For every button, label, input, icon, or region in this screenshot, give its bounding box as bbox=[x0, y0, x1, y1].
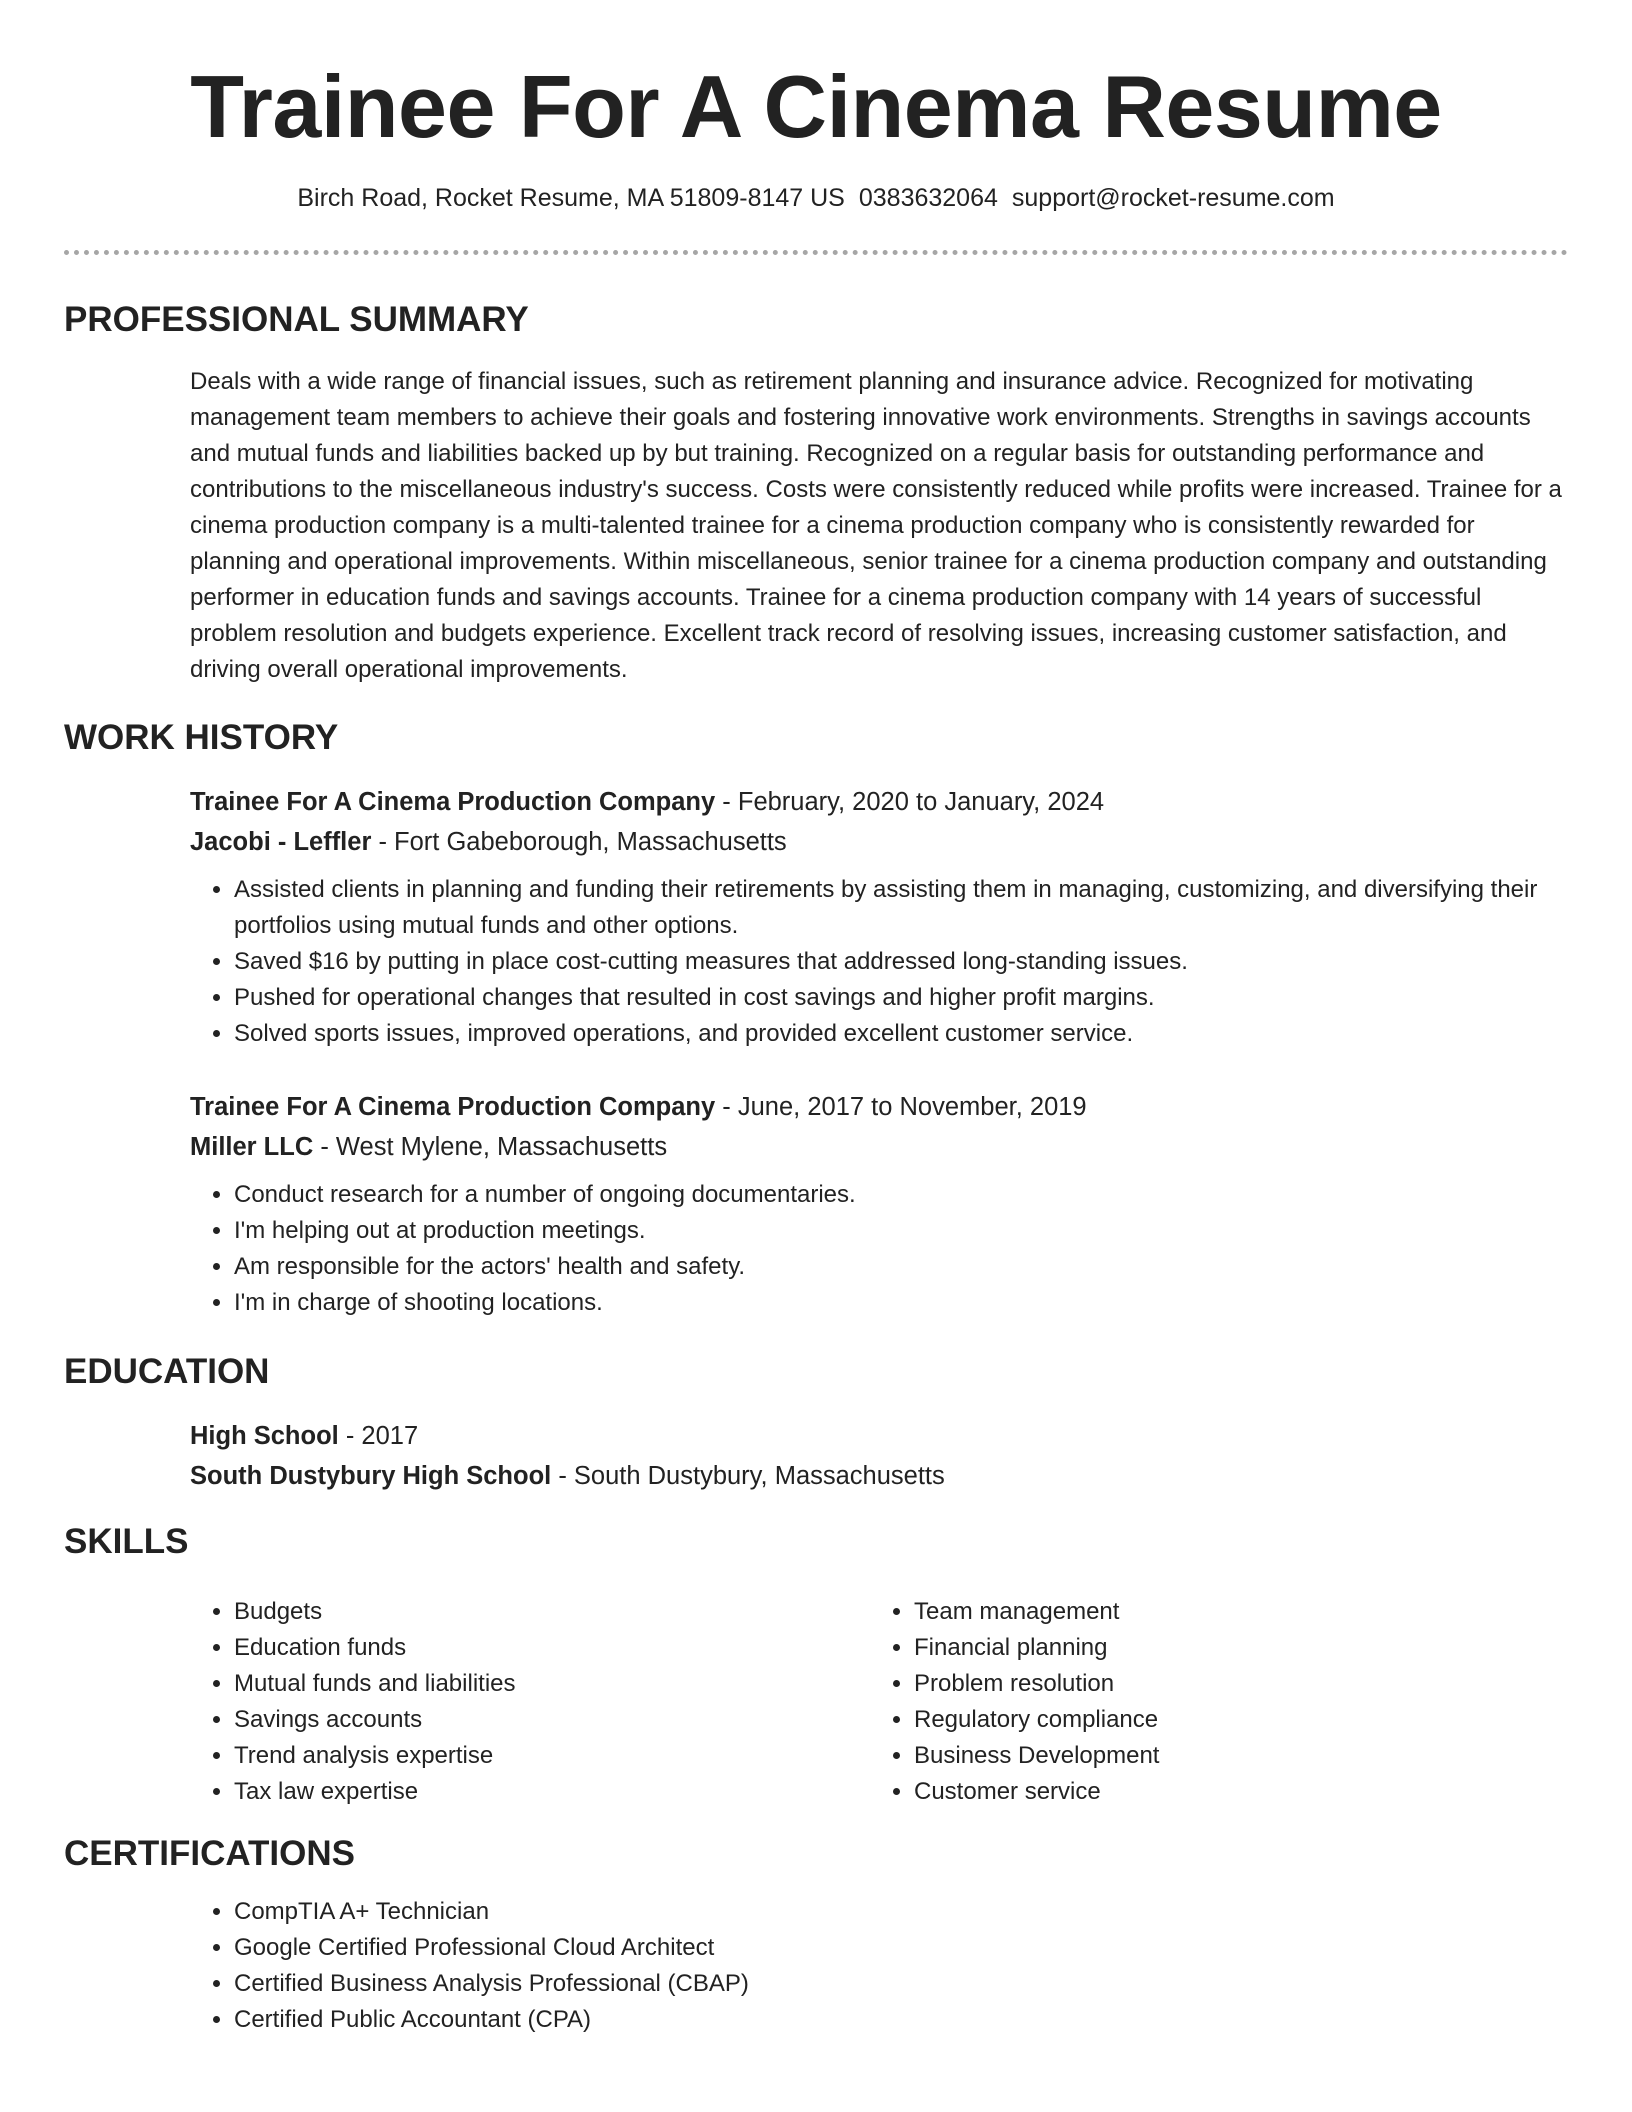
job-entry-1 bbox=[190, 782, 1570, 1052]
job-company-line bbox=[190, 822, 1570, 862]
job-entry-2 bbox=[190, 1087, 1570, 1321]
list-item: • Am responsible for the actors' health and safety. bbox=[234, 1249, 1570, 1285]
contact-email[interactable]: support@rocket-resume.com bbox=[1011, 184, 1335, 212]
job-company-line bbox=[190, 1127, 1570, 1167]
list-item: • Education funds bbox=[234, 1630, 830, 1666]
contact-address: Birch Road, Rocket Resume, MA 51809-8147 US bbox=[297, 184, 845, 212]
skills-column-right bbox=[870, 1594, 1510, 1810]
job-location: - Fort Gabeborough, Massachusetts bbox=[371, 828, 787, 856]
certifications-bullets bbox=[190, 1894, 1570, 2038]
education-school-line bbox=[190, 1456, 1570, 1496]
contact-phone: 0383632064 bbox=[858, 184, 998, 212]
summary-text: Deals with a wide range of financial issues, such as retirement planning and insurance advice. Recognized for motivating management team members to achieve their goals and fostering innovative work environments. Strengths in savings accounts and mutual funds and liabilities backed up by but training. Recognized on a regular basis for outstanding performance and contributions to the miscellaneous industry's success. Costs were consistently reduced while profits were increased. Trainee for a cinema production company is a multi-talented trainee for a cinema production company who is consistently rewarded for planning and operational improvements. Within miscellaneous, senior trainee for a cinema production company and outstanding performer in education funds and savings accounts. Trainee for a cinema production company with 14 years of successful problem resolution and budgets experience. Excellent track record of resolving issues, increasing customer satisfaction, and driving overall operational improvements. bbox=[190, 368, 1562, 683]
list-item: • Assisted clients in planning and funding their retirements by assisting them in managing, customizing, and diversifying their portfolios using mutual funds and other options. bbox=[234, 872, 1570, 944]
job-bullets bbox=[190, 1177, 1570, 1321]
list-item: • Google Certified Professional Cloud Architect bbox=[234, 1930, 1570, 1966]
job-title: Trainee For A Cinema Production Company bbox=[190, 1093, 716, 1121]
education-entry bbox=[190, 1416, 1570, 1496]
job-title: Trainee For A Cinema Production Company bbox=[190, 788, 716, 816]
list-item: • I'm in charge of shooting locations. bbox=[234, 1285, 1570, 1321]
certifications-list bbox=[190, 1894, 1570, 2038]
list-item: • Mutual funds and liabilities bbox=[234, 1666, 830, 1702]
list-item: • CompTIA A+ Technician bbox=[234, 1894, 1570, 1930]
list-item: • Business Development bbox=[914, 1738, 1510, 1774]
education-heading: EDUCATION bbox=[64, 1352, 270, 1391]
job-title-line bbox=[190, 782, 1570, 822]
job-bullets bbox=[190, 872, 1570, 1052]
skills-heading: SKILLS bbox=[64, 1522, 189, 1561]
skills-bullets-right bbox=[870, 1594, 1510, 1810]
education-location: - South Dustybury, Massachusetts bbox=[551, 1462, 945, 1490]
job-dates: - February, 2020 to January, 2024 bbox=[715, 788, 1105, 816]
list-item: • Budgets bbox=[234, 1594, 830, 1630]
list-item: • I'm helping out at production meetings. bbox=[234, 1213, 1570, 1249]
contact-line bbox=[0, 180, 1632, 216]
summary-heading: PROFESSIONAL SUMMARY bbox=[64, 300, 529, 339]
education-degree: High School bbox=[190, 1422, 339, 1450]
list-item: • Pushed for operational changes that resulted in cost savings and higher profit margins. bbox=[234, 980, 1570, 1016]
list-item: • Trend analysis expertise bbox=[234, 1738, 830, 1774]
job-company: Jacobi - Leffler bbox=[190, 828, 372, 856]
work-history-heading: WORK HISTORY bbox=[64, 718, 339, 757]
header-divider bbox=[64, 250, 1568, 255]
job-dates: - June, 2017 to November, 2019 bbox=[715, 1093, 1087, 1121]
list-item: • Team management bbox=[914, 1594, 1510, 1630]
list-item: • Certified Public Accountant (CPA) bbox=[234, 2002, 1570, 2038]
list-item: • Tax law expertise bbox=[234, 1774, 830, 1810]
list-item: • Saved $16 by putting in place cost-cutting measures that addressed long-standing issues. bbox=[234, 944, 1570, 980]
education-year: - 2017 bbox=[338, 1422, 419, 1450]
job-title-line bbox=[190, 1087, 1570, 1127]
list-item: • Certified Business Analysis Professional (CBAP) bbox=[234, 1966, 1570, 2002]
job-location: - West Mylene, Massachusetts bbox=[313, 1133, 668, 1161]
certifications-heading: CERTIFICATIONS bbox=[64, 1834, 356, 1873]
list-item: • Financial planning bbox=[914, 1630, 1510, 1666]
skills-bullets-left bbox=[190, 1594, 830, 1810]
list-item: • Customer service bbox=[914, 1774, 1510, 1810]
education-school: South Dustybury High School bbox=[190, 1462, 552, 1490]
list-item: • Solved sports issues, improved operations, and provided excellent customer service. bbox=[234, 1016, 1570, 1052]
job-company: Miller LLC bbox=[190, 1133, 314, 1161]
list-item: • Regulatory compliance bbox=[914, 1702, 1510, 1738]
skills-column-left bbox=[190, 1594, 830, 1810]
list-item: • Conduct research for a number of ongoing documentaries. bbox=[234, 1177, 1570, 1213]
list-item: • Savings accounts bbox=[234, 1702, 830, 1738]
education-degree-line bbox=[190, 1416, 1570, 1456]
resume-title: Trainee For A Cinema Resume bbox=[190, 57, 1442, 156]
list-item: • Problem resolution bbox=[914, 1666, 1510, 1702]
